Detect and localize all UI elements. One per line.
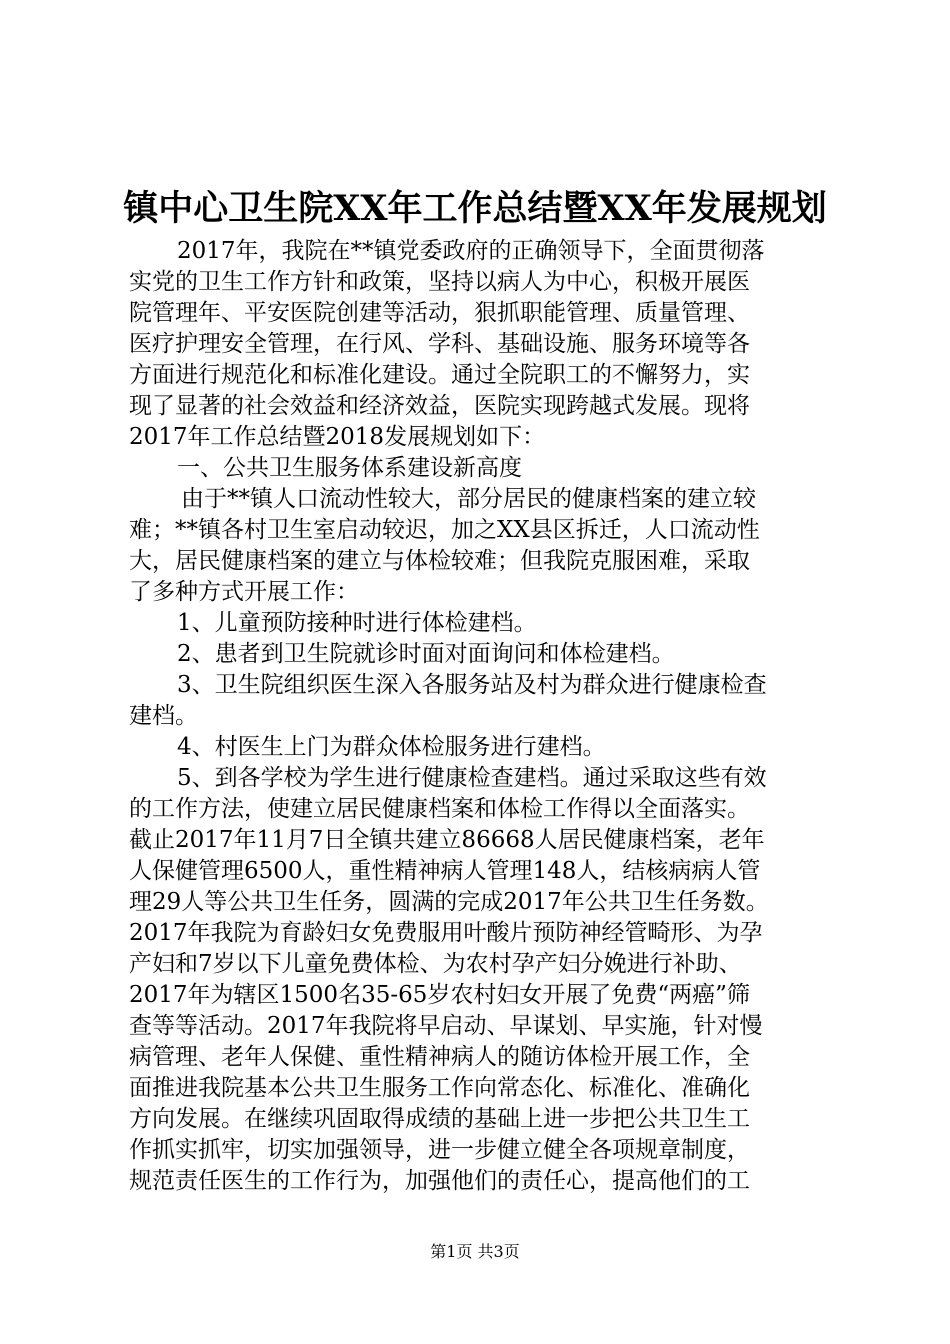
paragraph-line: 方向发展。在继续巩固取得成绩的基础上进一步把公共卫生工 (129, 1106, 750, 1132)
document-body (129, 236, 829, 1197)
paragraph-line: 2017年，我院在**镇党委政府的正确领导下，全面贯彻落 (177, 238, 765, 264)
paragraph-line: 查等等活动。2017年我院将早启动、早谋划、早实施，针对慢 (129, 1013, 763, 1039)
page-number-footer: 第1页 共3页 (430, 1242, 520, 1261)
paragraph-line: 人保健管理6500人，重性精神病人管理148人，结核病病人管 (129, 858, 761, 884)
paragraph-line: 作抓实抓牢，切实加强领导，进一步健立健全各项规章制度， (129, 1137, 750, 1163)
paragraph-line: 产妇和7岁以下儿童免费体检、为农村孕产妇分娩进行补助、 (129, 951, 742, 977)
paragraph-line: 方面进行规范化和标准化建设。通过全院职工的不懈努力，实 (129, 362, 750, 388)
paragraph-line: 医疗护理安全管理，在行风、学科、基础设施、服务环境等各 (129, 331, 750, 357)
paragraph-line: 2017年我院为育龄妇女免费服用叶酸片预防神经管畸形、为孕 (129, 920, 763, 946)
paragraph-line: 理29人等公共卫生任务，圆满的完成2017年公共卫生任务数。 (129, 889, 769, 915)
paragraph-line: 院管理年、平安医院创建等活动，狠抓职能管理、质量管理、 (129, 300, 750, 326)
list-item: 2、患者到卫生院就诊时面对面询问和体检建档。 (177, 641, 675, 667)
list-item: 3、卫生院组织医生深入各服务站及村为群众进行健康检查 (177, 672, 767, 698)
paragraph-line: 截止2017年11月7日全镇共建立86668人居民健康档案，老年 (129, 827, 765, 853)
section-heading: 一、公共卫生服务体系建设新高度 (177, 455, 522, 481)
paragraph-line: 由于**镇人口流动性较大，部分居民的健康档案的建立较 (181, 486, 756, 512)
paragraph-line: 面推进我院基本公共卫生服务工作向常态化、标准化、准确化 (129, 1075, 750, 1101)
paragraph-line: 2017年为辖区1500名35-65岁农村妇女开展了免费“两癌”筛 (129, 982, 750, 1008)
paragraph-line: 现了显著的社会效益和经济效益，医院实现跨越式发展。现将 (129, 393, 750, 419)
paragraph-line: 2017年工作总结暨2018发展规划如下： (129, 424, 546, 450)
list-item: 5、到各学校为学生进行健康检查建档。通过采取这些有效 (177, 765, 767, 791)
document-title: 镇中心卫生院XX年工作总结暨XX年发展规划 (123, 188, 827, 229)
paragraph-line: 实党的卫生工作方针和政策，坚持以病人为中心，积极开展医 (129, 269, 750, 295)
paragraph-line: 难；**镇各村卫生室启动较迟，加之XX县区拆迁，人口流动性 (129, 517, 760, 543)
paragraph-line: 大，居民健康档案的建立与体检较难；但我院克服困难，采取 (129, 548, 750, 574)
paragraph-line: 建档。 (129, 703, 198, 729)
paragraph-line: 规范责任医生的工作行为，加强他们的责任心，提高他们的工 (129, 1168, 750, 1194)
paragraph-line: 了多种方式开展工作： (129, 579, 359, 605)
list-item: 1、儿童预防接种时进行体检建档。 (177, 610, 537, 636)
list-item: 4、村医生上门为群众体检服务进行建档。 (177, 734, 606, 760)
paragraph-line: 病管理、老年人保健、重性精神病人的随访体检开展工作，全 (129, 1044, 750, 1070)
paragraph-line: 的工作方法，使建立居民健康档案和体检工作得以全面落实。 (129, 796, 750, 822)
